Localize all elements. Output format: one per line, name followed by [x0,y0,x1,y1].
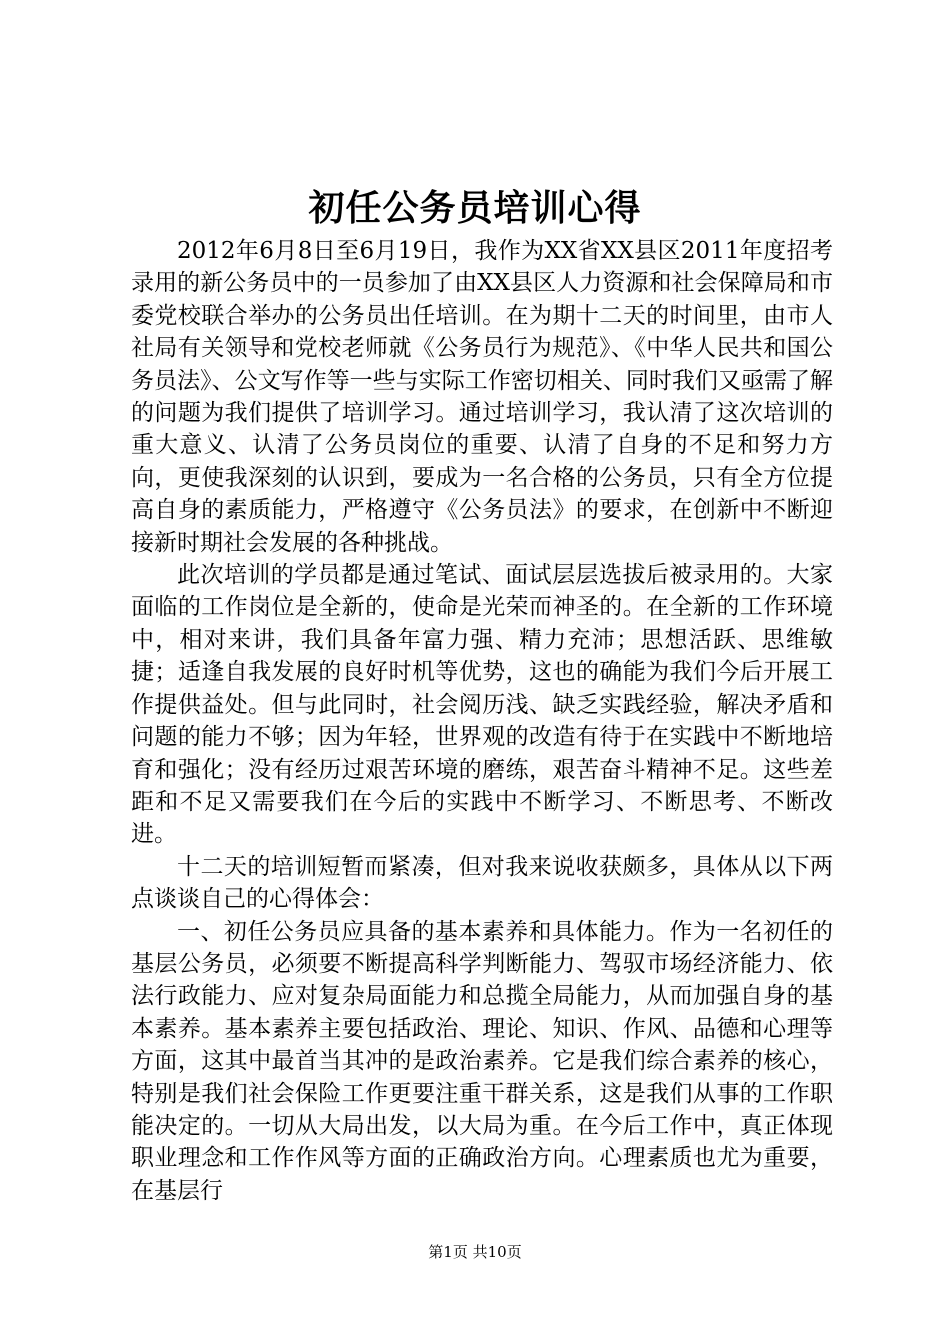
page-number-footer: 第1页 共10页 [428,1243,522,1261]
paragraph-3: 十二天的培训短暂而紧凑，但对我来说收获颇多，具体从以下两点谈谈自己的心得体会： [131,853,833,913]
document-title: 初任公务员培训心得 [308,187,642,229]
document-body [131,235,833,1207]
paragraph-4: 一、初任公务员应具备的基本素养和具体能力。作为一名初任的基层公务员，必须要不断提高科学判断能力、驾驭市场经济能力、依法行政能力、应对复杂局面能力和总揽全局能力，从而加强自身的基本素养。基本素养主要包括政治、理论、知识、作风、品德和心理等方面，这其中最首当其冲的是政治素养。它是我们综合素养的核心，特别是我们社会保险工作更要注重干群关系，这是我们从事的工作职能决定的。一切从大局出发，以大局为重。在今后工作中，真正体现职业理念和工作作风等方面的正确政治方向。心理素质也尤为重要，在基层行 [131,918,833,1204]
paragraph-2: 此次培训的学员都是通过笔试、面试层层选拔后被录用的。大家面临的工作岗位是全新的，使命是光荣而神圣的。在全新的工作环境中，相对来讲，我们具备年富力强、精力充沛；思想活跃、思维敏捷；适逢自我发展的良好时机等优势，这也的确能为我们今后开展工作提供益处。但与此同时，社会阅历浅、缺乏实践经验，解决矛盾和问题的能力不够；因为年轻，世界观的改造有待于在实践中不断地培育和强化；没有经历过艰苦环境的磨练，艰苦奋斗精神不足。这些差距和不足又需要我们在今后的实践中不断学习、不断思考、不断改进。 [131,562,833,848]
paragraph-1: 2012年6月8日至6月19日，我作为XX省XX县区2011年度招考录用的新公务员中的一员参加了由XX县区人力资源和社会保障局和市委党校联合举办的公务员出任培训。在为期十二天的时间里，由市人社局有关领导和党校老师就《公务员行为规范》、《中华人民共和国公务员法》、公文写作等一些与实际工作密切相关、同时我们又亟需了解的问题为我们提供了培训学习。通过培训学习，我认清了这次培训的重大意义、认清了公务员岗位的重要、认清了自身的不足和努力方向，更使我深刻的认识到，要成为一名合格的公务员，只有全方位提高自身的素质能力，严格遵守《公务员法》的要求，在创新中不断迎接新时期社会发展的各种挑战。 [131,238,833,556]
